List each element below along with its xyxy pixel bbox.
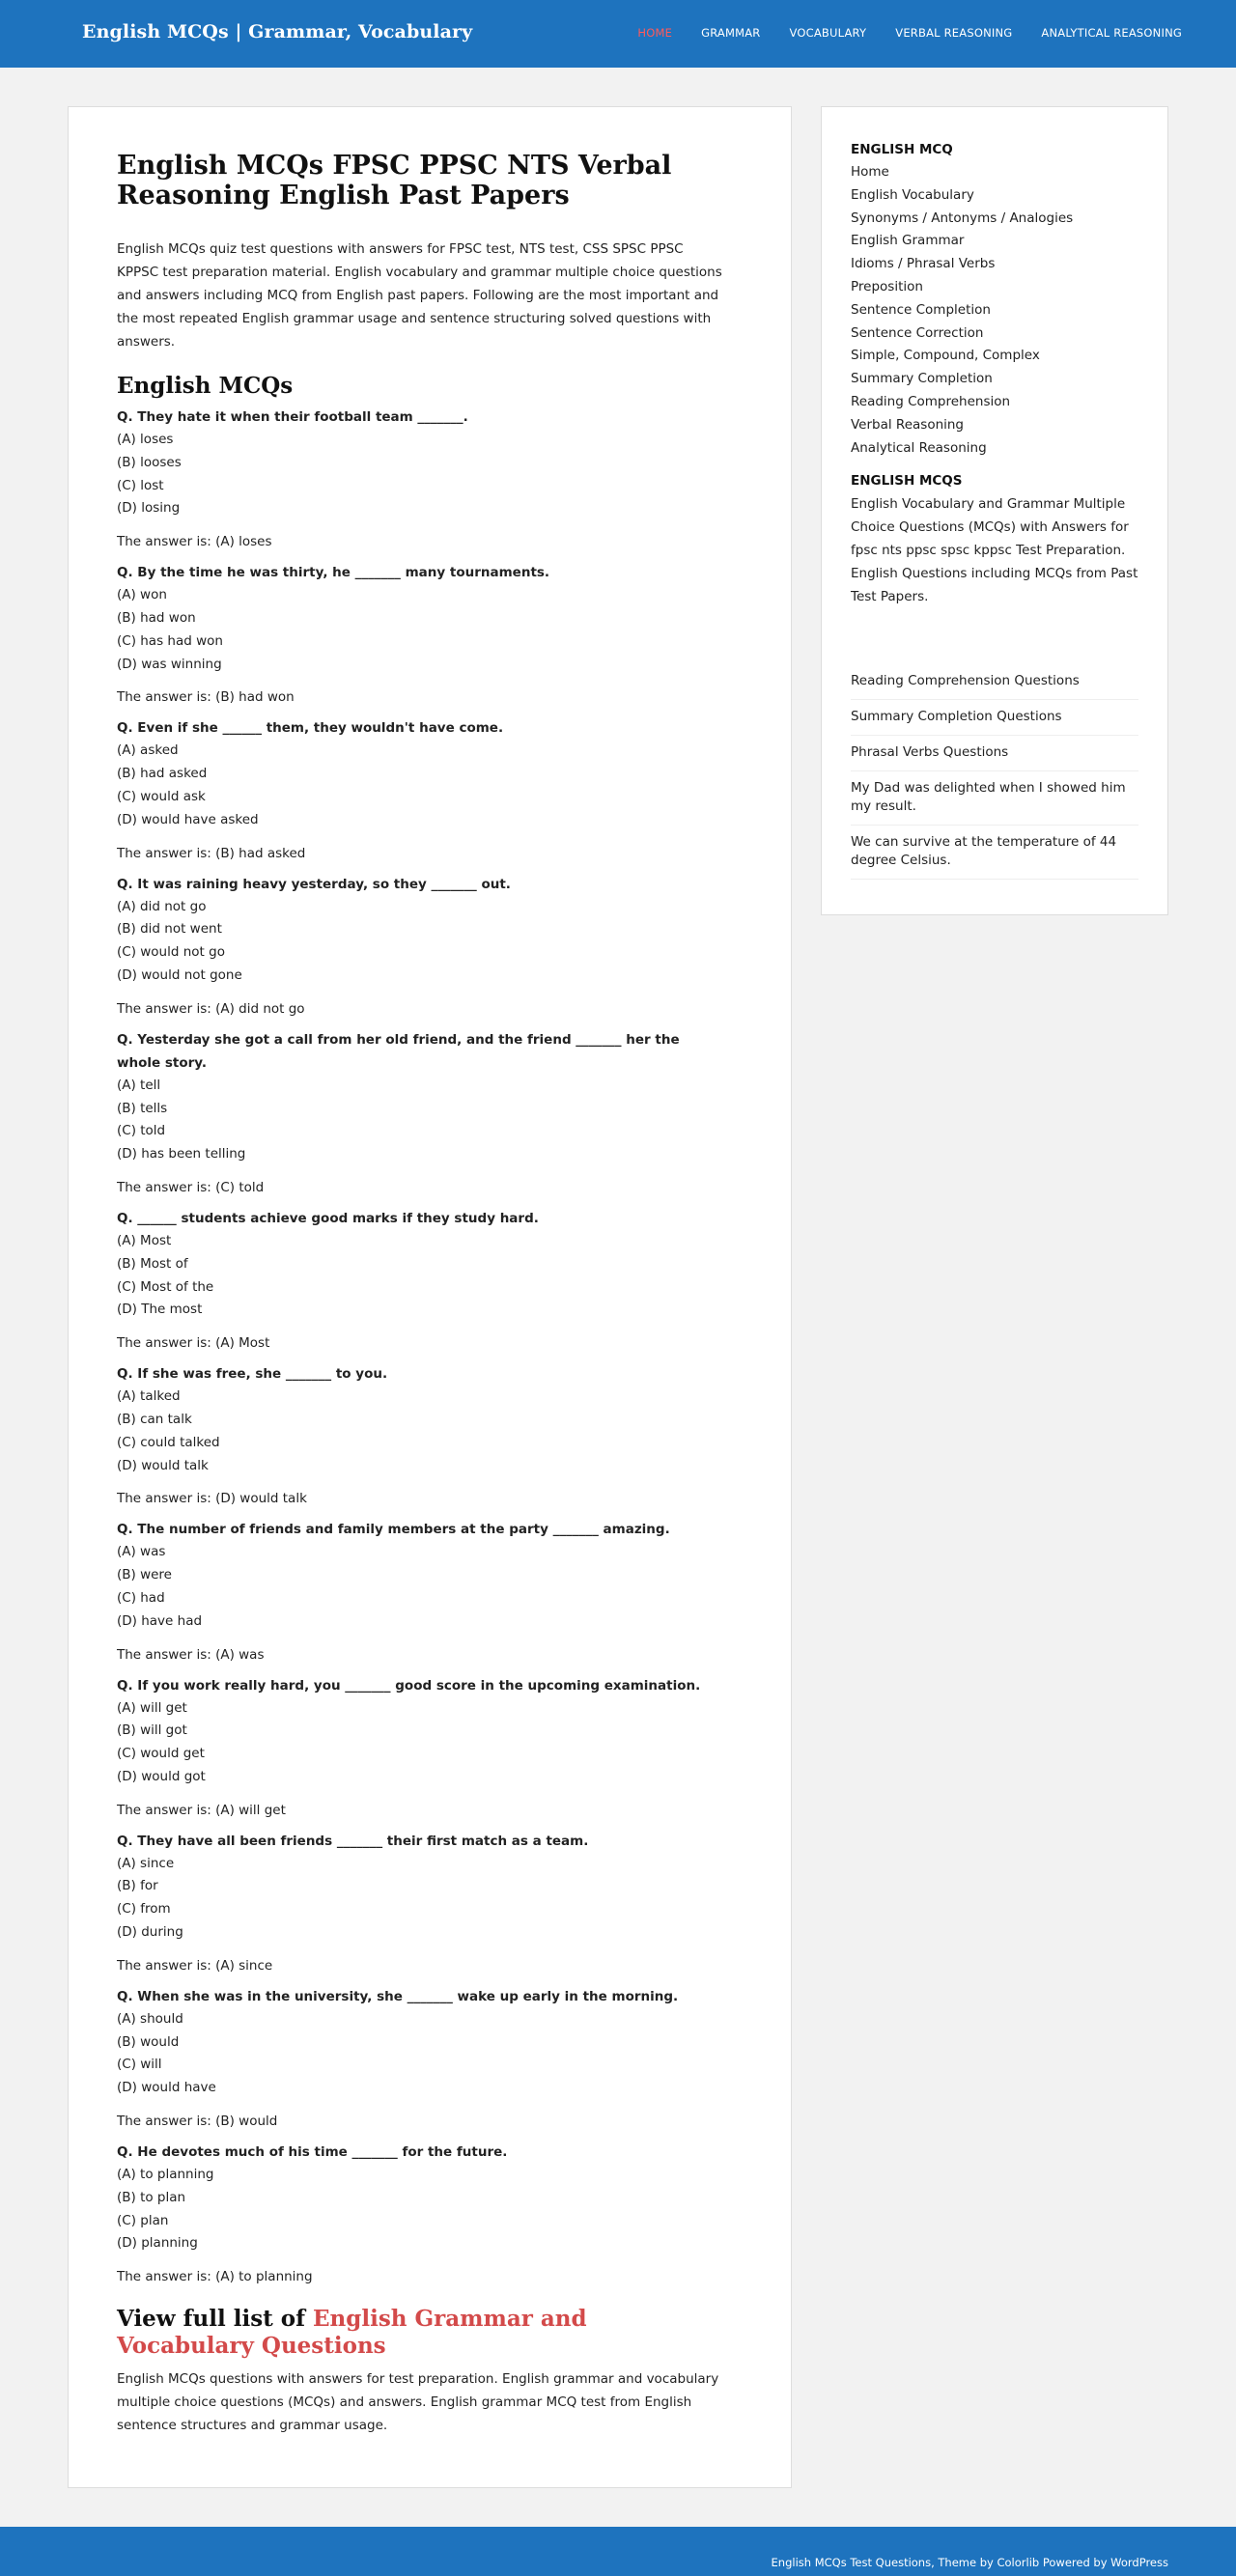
question-text: Q. They have all been friends _______ their first match as a team. bbox=[117, 1833, 589, 1849]
question-option: (D) The most bbox=[117, 1302, 203, 1318]
question-answer: The answer is: (B) had won bbox=[117, 689, 295, 706]
sidebar-menu-heading: ENGLISH MCQ bbox=[851, 142, 953, 157]
intro-paragraph: English MCQs quiz test questions with answers for FPSC test, NTS test, CSS SPSC PPSC KPPSC test preparation material. English vocabulary and grammar multiple choice questions and answers including MCQ from English past papers. Following are the most important and the most repeated English grammar usage and sentence structuring solved questions with answers. bbox=[117, 241, 722, 350]
sidebar bbox=[821, 106, 1168, 915]
footer-credit[interactable]: English MCQs Test Questions, Theme by Colorlib Powered by WordPress bbox=[771, 2556, 1168, 2569]
question-option: (B) did not went bbox=[117, 921, 222, 938]
recent-post-link[interactable]: Summary Completion Questions bbox=[851, 700, 1138, 736]
question-text: Q. Yesterday she got a call from her old friend, and the friend _______ her the whole story. bbox=[117, 1031, 680, 1071]
outro-paragraph: English MCQs questions with answers for test preparation. English grammar and vocabulary multiple choice questions (MCQs) and answers. English grammar MCQ test from English sentence structures and grammar usage. bbox=[117, 2371, 719, 2434]
question-option: (A) was bbox=[117, 1544, 166, 1560]
question-text: Q. By the time he was thirty, he _______ many tournaments. bbox=[117, 565, 550, 581]
question-option: (A) talked bbox=[117, 1388, 181, 1405]
recent-post-link[interactable]: Phrasal Verbs Questions bbox=[851, 736, 1138, 771]
question-option: (D) would not gone bbox=[117, 966, 242, 983]
question-item bbox=[117, 716, 723, 864]
view-full-heading bbox=[117, 2306, 723, 2360]
question-option: (D) losing bbox=[117, 500, 181, 517]
question-option: (D) have had bbox=[117, 1612, 203, 1629]
question-answer: The answer is: (A) since bbox=[117, 1957, 273, 1974]
section-heading: English MCQs bbox=[117, 373, 294, 399]
question-option: (D) would have bbox=[117, 2080, 216, 2096]
question-answer: The answer is: (A) to planning bbox=[117, 2269, 313, 2285]
question-option: (D) during bbox=[117, 1924, 183, 1941]
question-item bbox=[117, 1518, 723, 1666]
question-option: (A) should bbox=[117, 2010, 183, 2027]
question-item bbox=[117, 1985, 723, 2133]
question-answer: The answer is: (C) told bbox=[117, 1179, 265, 1195]
site-header bbox=[0, 0, 1236, 68]
question-answer: The answer is: (A) was bbox=[117, 1646, 265, 1663]
question-item bbox=[117, 1674, 723, 1822]
question-option: (D) has been telling bbox=[117, 1146, 246, 1162]
question-text: Q. If you work really hard, you _______ good score in the upcoming examination. bbox=[117, 1677, 701, 1694]
question-option: (A) did not go bbox=[117, 898, 207, 914]
sidebar-menu-item[interactable]: Reading Comprehension bbox=[851, 393, 1011, 409]
question-option: (D) was winning bbox=[117, 656, 222, 672]
question-option: (C) has had won bbox=[117, 632, 223, 649]
page-title: English MCQs FPSC PPSC NTS Verbal Reasoning English Past Papers bbox=[117, 151, 672, 210]
question-option: (C) lost bbox=[117, 477, 164, 493]
question-option: (D) would got bbox=[117, 1768, 206, 1784]
question-item bbox=[117, 1362, 723, 1510]
question-option: (B) can talk bbox=[117, 1411, 192, 1427]
question-text: Q. Even if she ______ them, they wouldn't have come. bbox=[117, 720, 504, 737]
question-item bbox=[117, 2141, 723, 2288]
sidebar-menu-item[interactable]: Simple, Compound, Complex bbox=[851, 348, 1040, 364]
question-item bbox=[117, 1207, 723, 1355]
question-answer: The answer is: (A) will get bbox=[117, 1802, 286, 1818]
nav-vocabulary[interactable]: VOCABULARY bbox=[789, 26, 867, 40]
question-list bbox=[117, 406, 723, 2288]
view-full-link[interactable]: English Grammar and Vocabulary Questions bbox=[117, 2306, 587, 2360]
question-option: (B) for bbox=[117, 1878, 158, 1894]
question-option: (C) had bbox=[117, 1589, 165, 1606]
question-option: (C) will bbox=[117, 2057, 162, 2073]
question-option: (C) plan bbox=[117, 2212, 169, 2228]
question-option: (B) had asked bbox=[117, 766, 208, 782]
question-option: (C) Most of the bbox=[117, 1278, 214, 1295]
nav-home[interactable]: HOME bbox=[637, 26, 673, 40]
question-text: Q. The number of friends and family members at the party _______ amazing. bbox=[117, 1522, 670, 1538]
question-option: (B) were bbox=[117, 1567, 172, 1583]
site-footer bbox=[0, 2527, 1236, 2576]
nav-grammar[interactable]: GRAMMAR bbox=[701, 26, 761, 40]
question-option: (A) loses bbox=[117, 432, 174, 447]
sidebar-menu-item[interactable]: Sentence Correction bbox=[851, 324, 984, 341]
view-full-prefix: View full list of bbox=[117, 2306, 314, 2333]
question-item bbox=[117, 873, 723, 1021]
question-option: (C) from bbox=[117, 1901, 171, 1918]
question-text: Q. ______ students achieve good marks if they study hard. bbox=[117, 1210, 539, 1226]
question-option: (A) to planning bbox=[117, 2167, 214, 2183]
question-option: (B) would bbox=[117, 2033, 180, 2050]
question-option: (A) asked bbox=[117, 742, 179, 759]
question-option: (C) would not go bbox=[117, 944, 225, 961]
question-text: Q. It was raining heavy yesterday, so they _______ out. bbox=[117, 876, 511, 892]
nav-analytical-reasoning[interactable]: ANALYTICAL REASONING bbox=[1041, 26, 1182, 40]
question-answer: The answer is: (D) would talk bbox=[117, 1491, 307, 1507]
sidebar-menu-item[interactable]: English Grammar bbox=[851, 233, 965, 249]
question-option: (D) would talk bbox=[117, 1457, 209, 1473]
recent-posts bbox=[851, 664, 1138, 880]
question-option: (B) Most of bbox=[117, 1255, 188, 1272]
question-item bbox=[117, 561, 723, 709]
question-option: (A) Most bbox=[117, 1232, 172, 1248]
sidebar-menu-item[interactable]: Verbal Reasoning bbox=[851, 416, 965, 433]
site-title[interactable]: English MCQs | Grammar, Vocabulary bbox=[82, 21, 473, 42]
question-option: (D) would have asked bbox=[117, 811, 259, 827]
recent-post-link[interactable]: My Dad was delighted when I showed him my result. bbox=[851, 771, 1138, 826]
question-answer: The answer is: (B) would bbox=[117, 2114, 278, 2130]
question-option: (D) planning bbox=[117, 2235, 198, 2252]
question-option: (C) told bbox=[117, 1123, 166, 1139]
sidebar-about-heading: ENGLISH MCQS bbox=[851, 473, 963, 490]
sidebar-about-text: English Vocabulary and Grammar Multiple Choice Questions (MCQs) with Answers for fpsc nts ppsc spsc kppsc Test Preparation. English Questions including MCQs from Past Test Papers. bbox=[851, 496, 1138, 605]
main-nav bbox=[637, 26, 1182, 40]
question-item bbox=[117, 1830, 723, 1977]
sidebar-menu-item[interactable]: Analytical Reasoning bbox=[851, 439, 987, 456]
question-option: (B) tells bbox=[117, 1100, 168, 1116]
sidebar-menu-item[interactable]: Home bbox=[851, 164, 889, 180]
sidebar-menu-item[interactable]: Idioms / Phrasal Verbs bbox=[851, 256, 996, 272]
question-option: (A) will get bbox=[117, 1699, 187, 1716]
question-item bbox=[117, 406, 723, 553]
question-answer: The answer is: (B) had asked bbox=[117, 845, 306, 861]
sidebar-menu-item[interactable]: Preposition bbox=[851, 278, 923, 294]
question-answer: The answer is: (A) did not go bbox=[117, 1000, 305, 1017]
sidebar-menu-item[interactable]: Synonyms / Antonyms / Analogies bbox=[851, 210, 1074, 226]
recent-post-link[interactable]: We can survive at the temperature of 44 degree Celsius. bbox=[851, 826, 1138, 880]
question-answer: The answer is: (A) loses bbox=[117, 534, 272, 550]
main-content bbox=[68, 106, 792, 2488]
question-option: (A) since bbox=[117, 1855, 175, 1871]
question-option: (C) could talked bbox=[117, 1434, 220, 1450]
nav-verbal-reasoning[interactable]: VERBAL REASONING bbox=[895, 26, 1013, 40]
question-text: Q. They hate it when their football team _______. bbox=[117, 409, 468, 425]
question-text: Q. When she was in the university, she _______ wake up early in the morning. bbox=[117, 1988, 679, 2004]
question-option: (B) had won bbox=[117, 609, 196, 626]
question-option: (C) would get bbox=[117, 1746, 205, 1762]
sidebar-menu-item[interactable]: Sentence Completion bbox=[851, 301, 991, 318]
question-text: Q. If she was free, she _______ to you. bbox=[117, 1366, 388, 1383]
question-option: (B) will got bbox=[117, 1722, 187, 1739]
question-option: (A) tell bbox=[117, 1077, 161, 1093]
question-option: (B) to plan bbox=[117, 2189, 186, 2205]
question-option: (C) would ask bbox=[117, 788, 206, 804]
question-option: (B) looses bbox=[117, 454, 182, 470]
recent-post-link[interactable]: Reading Comprehension Questions bbox=[851, 664, 1138, 700]
question-answer: The answer is: (A) Most bbox=[117, 1335, 270, 1352]
question-option: (A) won bbox=[117, 587, 167, 603]
sidebar-menu-item[interactable]: Summary Completion bbox=[851, 371, 993, 387]
sidebar-menu-item[interactable]: English Vocabulary bbox=[851, 186, 974, 203]
question-item bbox=[117, 1028, 723, 1199]
sidebar-menu bbox=[851, 161, 1138, 460]
question-text: Q. He devotes much of his time _______ for the future. bbox=[117, 2144, 508, 2161]
